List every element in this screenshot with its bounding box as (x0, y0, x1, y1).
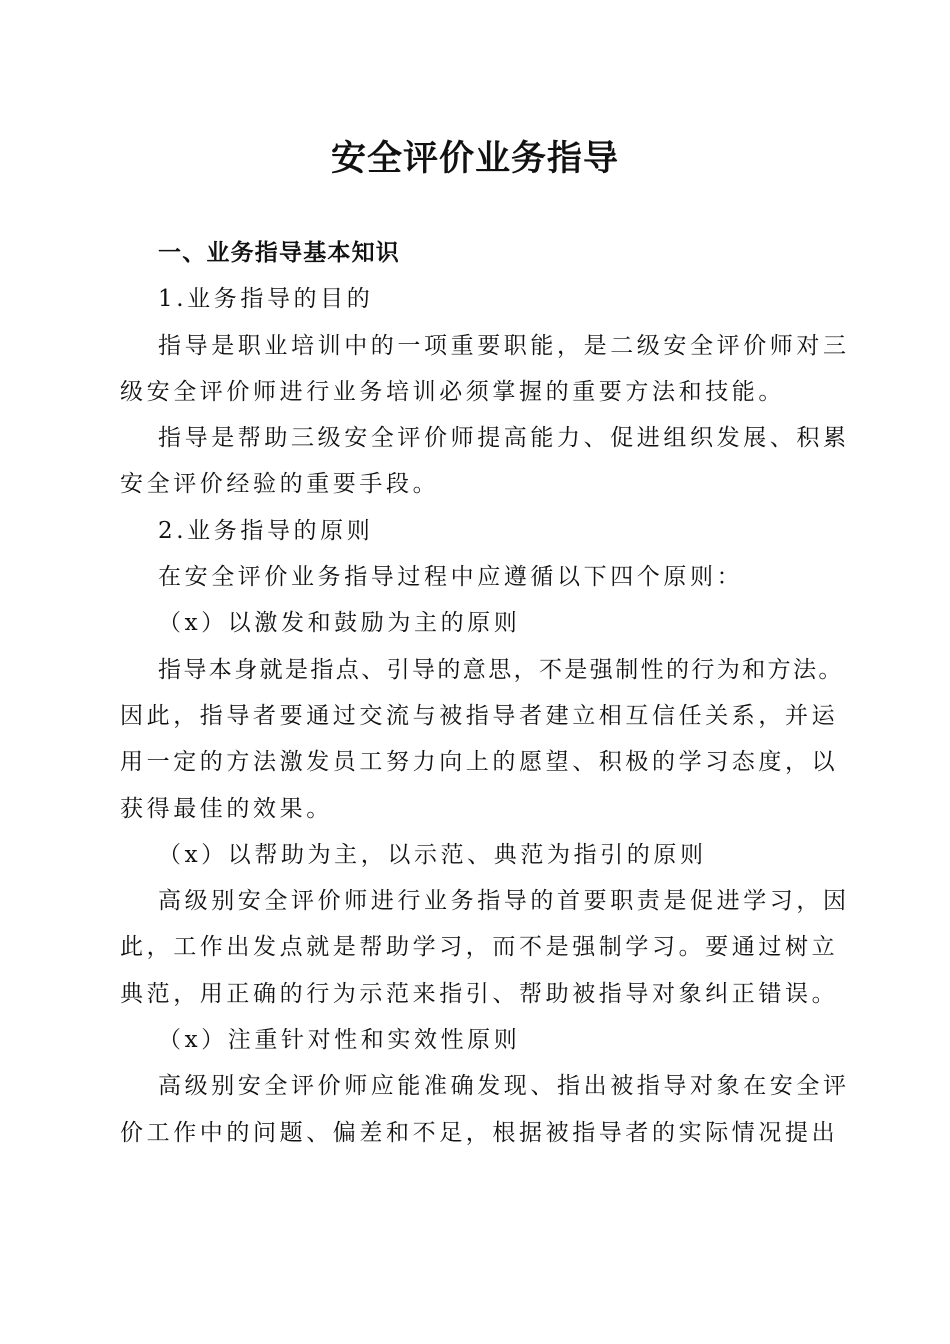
paragraph-line: 安全评价经验的重要手段。 (120, 471, 440, 498)
paragraph-line: 指导是帮助三级安全评价师提高能力、促进组织发展、积累 (158, 425, 850, 452)
document-title: 安全评价业务指导 (330, 139, 619, 179)
principle-title-1: （x）以激发和鼓励为主的原则 (158, 610, 521, 637)
subsection-heading-principles: 2.业务指导的原则 (158, 517, 374, 544)
paragraph-line: 在安全评价业务指导过程中应遵循以下四个原则： (158, 564, 744, 591)
section-heading: 一、业务指导基本知识 (158, 240, 400, 266)
paragraph-line: 高级别安全评价师应能准确发现、指出被指导对象在安全评 (158, 1073, 850, 1100)
paragraph-line: 用一定的方法激发员工努力向上的愿望、积极的学习态度，以 (120, 749, 839, 776)
paragraph-line: 此，工作出发点就是帮助学习，而不是强制学习。要通过树立 (120, 934, 839, 961)
paragraph-line: 典范，用正确的行为示范来指引、帮助被指导对象纠正错误。 (120, 980, 839, 1007)
paragraph-line: 指导是职业培训中的一项重要职能，是二级安全评价师对三 (158, 332, 850, 359)
paragraph-line: 价工作中的问题、偏差和不足，根据被指导者的实际情况提出 (120, 1119, 839, 1146)
paragraph-line: 级安全评价师进行业务培训必须掌握的重要方法和技能。 (120, 378, 785, 405)
subsection-heading-purpose: 1.业务指导的目的 (158, 286, 374, 313)
document-body (120, 230, 850, 1156)
paragraph-line: 高级别安全评价师进行业务指导的首要职责是促进学习，因 (158, 888, 850, 915)
paragraph-line: 获得最佳的效果。 (120, 795, 333, 822)
paragraph-line: 指导本身就是指点、引导的意思，不是强制性的行为和方法。 (158, 656, 844, 683)
principle-title-2: （x）以帮助为主，以示范、典范为指引的原则 (158, 841, 707, 868)
principle-title-3: （x）注重针对性和实效性原则 (158, 1027, 521, 1054)
paragraph-line: 因此，指导者要通过交流与被指导者建立相互信任关系，并运 (120, 702, 839, 729)
